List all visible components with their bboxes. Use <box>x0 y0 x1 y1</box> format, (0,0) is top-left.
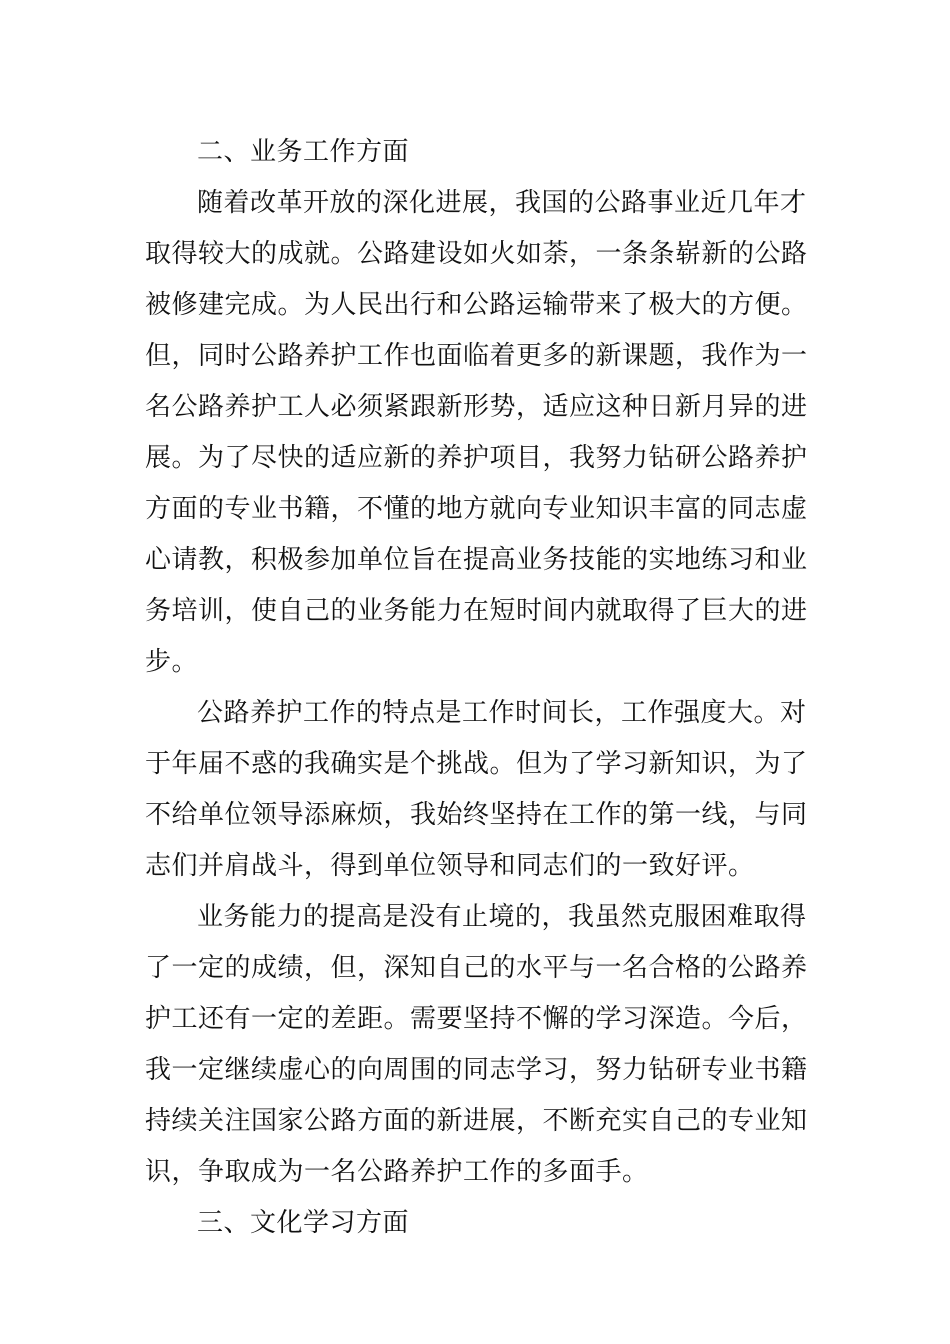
text-line: 于年届不惑的我确实是个挑战。但为了学习新知识，为了 <box>145 749 808 779</box>
text-line: 护工还有一定的差距。需要坚持不懈的学习深造。今后， <box>145 1004 808 1034</box>
paragraph-work-characteristics <box>145 688 807 892</box>
document-body <box>145 127 807 1249</box>
text-line: 名公路养护工人必须紧跟新形势，适应这种日新月异的进 <box>145 392 808 422</box>
text-line: 了一定的成绩，但，深知自己的水平与一名合格的公路养 <box>145 953 808 983</box>
text-line: 公路养护工作的特点是工作时间长，工作强度大。对 <box>197 698 807 728</box>
section-heading-business-work: 二、业务工作方面 <box>197 137 410 167</box>
text-line: 识，争取成为一名公路养护工作的多面手。 <box>145 1157 649 1187</box>
section-heading-cultural-study: 三、文化学习方面 <box>197 1208 410 1238</box>
text-line: 取得较大的成就。公路建设如火如荼，一条条崭新的公路 <box>145 239 808 269</box>
paragraph-reform-development <box>145 178 807 688</box>
text-line: 务培训，使自己的业务能力在短时间内就取得了巨大的进 <box>145 596 808 626</box>
text-line: 业务能力的提高是没有止境的，我虽然克服困难取得 <box>197 902 807 932</box>
text-line: 方面的专业书籍，不懂的地方就向专业知识丰富的同志虚 <box>145 494 808 524</box>
text-line: 随着改革开放的深化进展，我国的公路事业近几年才 <box>197 188 807 218</box>
text-line: 步。 <box>145 647 199 677</box>
paragraph-ability-improvement <box>145 892 807 1198</box>
text-line: 展。为了尽快的适应新的养护项目，我努力钻研公路养护 <box>145 443 808 473</box>
text-line: 我一定继续虚心的向周围的同志学习，努力钻研专业书籍 <box>145 1055 808 1085</box>
text-line: 但，同时公路养护工作也面临着更多的新课题，我作为一 <box>145 341 808 371</box>
text-line: 不给单位领导添麻烦，我始终坚持在工作的第一线，与同 <box>145 800 808 830</box>
text-line: 持续关注国家公路方面的新进展，不断充实自己的专业知 <box>145 1106 808 1136</box>
text-line: 被修建完成。为人民出行和公路运输带来了极大的方便。 <box>145 290 808 320</box>
text-line: 志们并肩战斗，得到单位领导和同志们的一致好评。 <box>145 851 755 881</box>
text-line: 心请教，积极参加单位旨在提高业务技能的实地练习和业 <box>145 545 808 575</box>
